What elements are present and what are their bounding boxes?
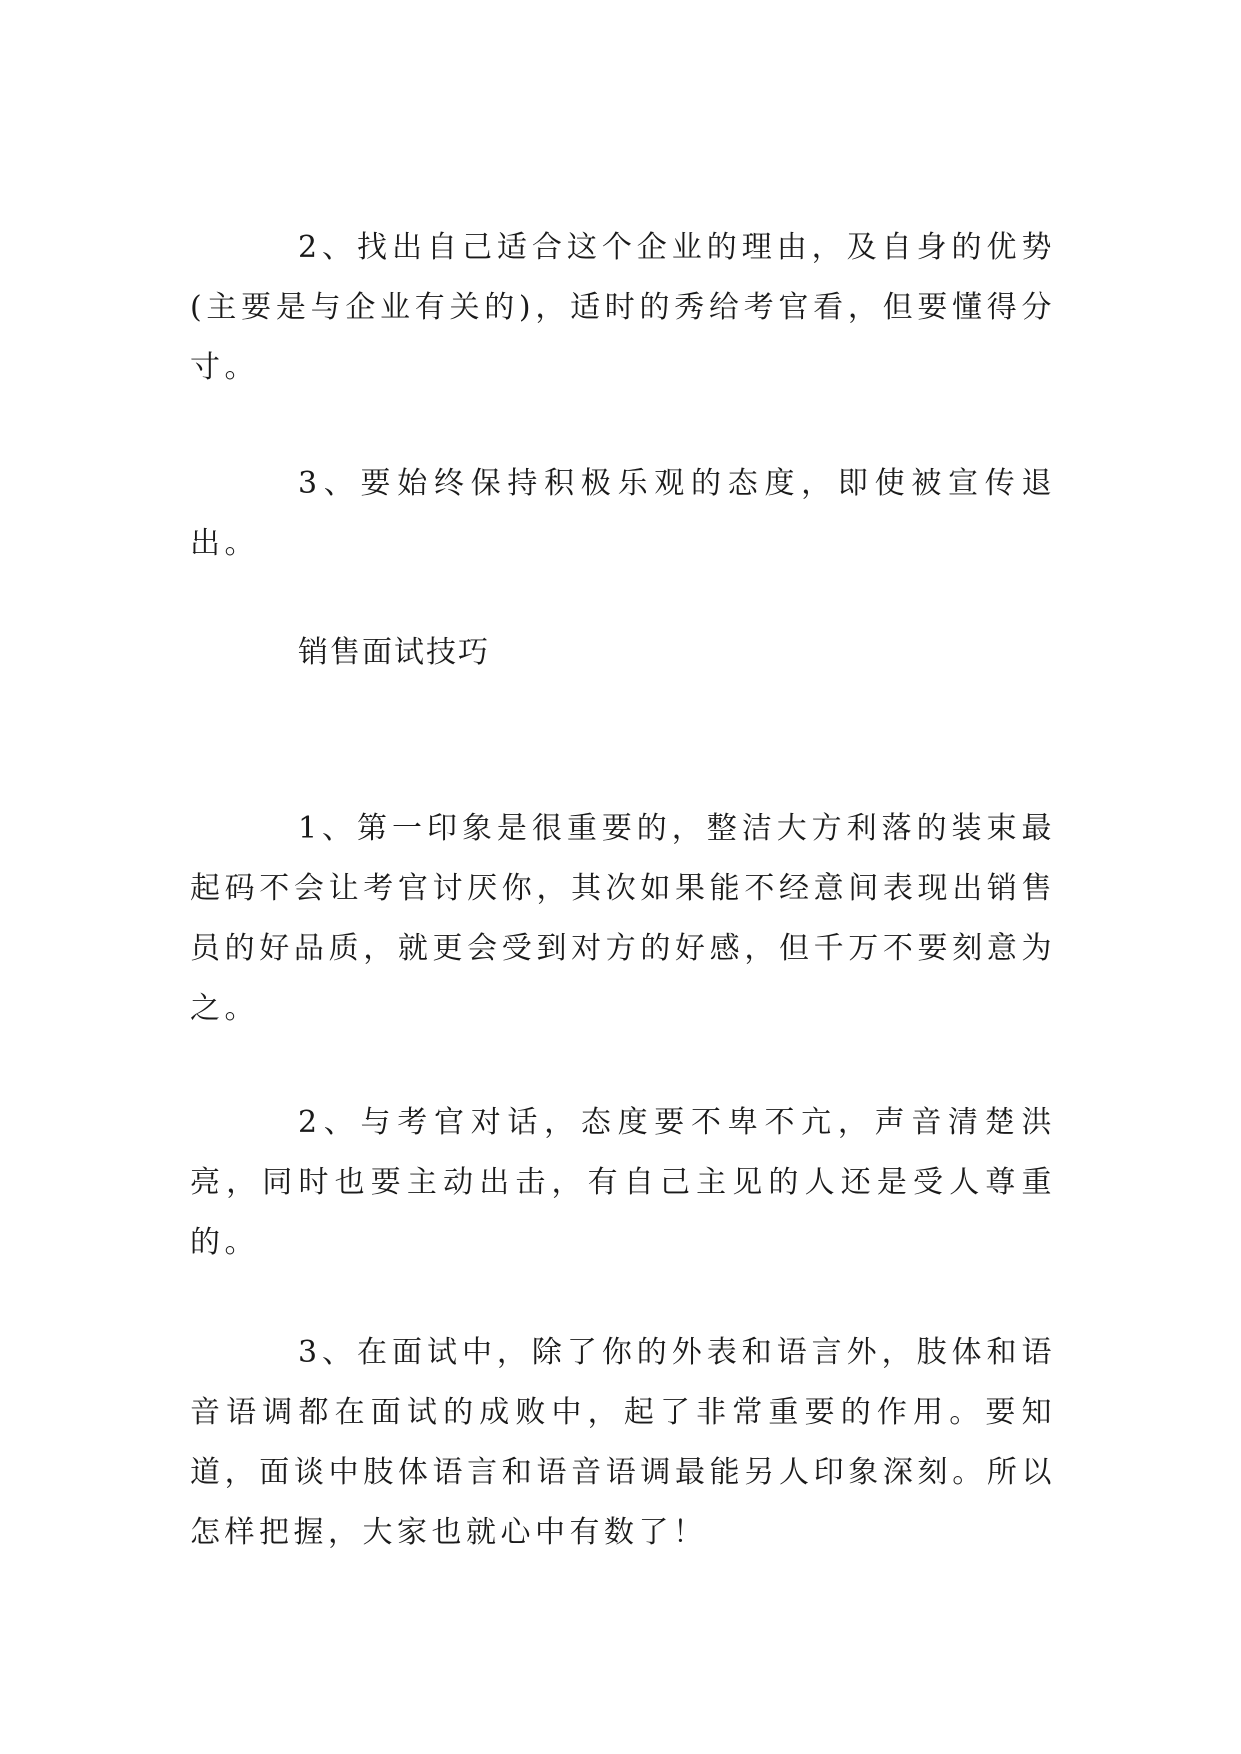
section-heading: 销售面试技巧	[298, 635, 490, 670]
paragraph-fit-reasons: 2、找出自己适合这个企业的理由，及自身的优势(主要是与企业有关的)，适时的秀给考官看，但要懂得分寸。	[190, 230, 1056, 385]
paragraph-first-impression: 1、第一印象是很重要的，整洁大方利落的装束最起码不会让考官讨厌你，其次如果能不经意间表现出销售员的好品质，就更会受到对方的好感，但千万不要刻意为之。	[190, 811, 1056, 1026]
paragraph-dialogue-attitude: 2、与考官对话，态度要不卑不亢，声音清楚洪亮，同时也要主动出击，有自己主见的人还是受人尊重的。	[190, 1105, 1056, 1260]
paragraph-positive-attitude: 3、要始终保持积极乐观的态度，即使被宣传退出。	[190, 466, 1056, 561]
paragraph-body-language: 3、在面试中，除了你的外表和语言外，肢体和语音语调都在面试的成败中，起了非常重要的作用。要知道，面谈中肢体语言和语音语调最能另人印象深刻。所以怎样把握，大家也就心中有数了！	[190, 1335, 1056, 1550]
